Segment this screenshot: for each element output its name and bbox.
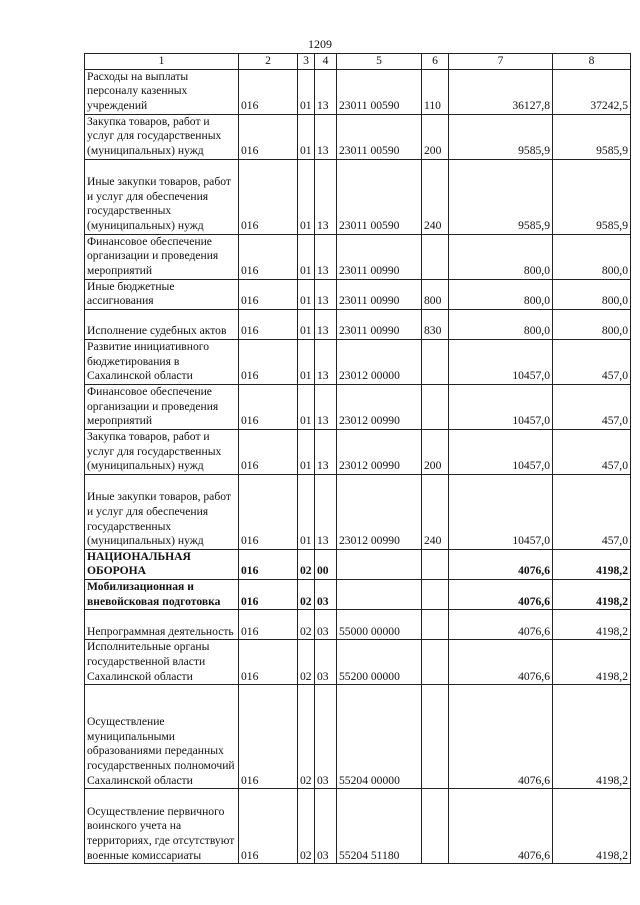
section-code-cell: 02 [298,640,315,685]
amount-year1-cell: 10457,0 [449,384,553,429]
expense-type-code-cell: 110 [422,69,449,114]
amount-year1-cell: 9585,9 [449,159,553,234]
amount-year2-cell: 457,0 [553,429,631,474]
section-code-cell: 01 [298,429,315,474]
ministry-code-cell: 016 [239,640,298,685]
row-name-cell: Расходы на выплаты персоналу казенных учреждений [85,69,239,114]
table-row [85,549,631,579]
section-code-cell: 02 [298,610,315,640]
target-article-code-cell: 55204 51180 [337,789,422,864]
row-name-cell: Непрограммная деятельность [85,610,239,640]
amount-year2-cell: 9585,9 [553,114,631,159]
row-name-cell: НАЦИОНАЛЬНАЯ ОБОРОНА [85,549,239,579]
expense-type-code-cell [422,549,449,579]
header-cell: 8 [553,54,631,70]
amount-year2-cell: 457,0 [553,384,631,429]
ministry-code-cell: 016 [239,384,298,429]
table-row [85,234,631,279]
ministry-code-cell: 016 [239,579,298,609]
target-article-code-cell: 23011 00590 [337,69,422,114]
amount-year1-cell: 10457,0 [449,339,553,384]
subsection-code-cell: 13 [315,234,337,279]
row-name-cell: Закупка товаров, работ и услуг для государственных (муниципальных) нужд [85,114,239,159]
subsection-code-cell: 13 [315,159,337,234]
subsection-code-cell: 13 [315,339,337,384]
ministry-code-cell: 016 [239,279,298,309]
ministry-code-cell: 016 [239,309,298,339]
header-cell: 3 [298,54,315,70]
amount-year1-cell: 10457,0 [449,429,553,474]
amount-year2-cell: 4198,2 [553,789,631,864]
table-row [85,429,631,474]
section-code-cell: 01 [298,69,315,114]
ministry-code-cell: 016 [239,159,298,234]
amount-year1-cell: 800,0 [449,279,553,309]
section-code-cell: 01 [298,474,315,549]
budget-table [84,53,631,864]
subsection-code-cell: 03 [315,579,337,609]
amount-year2-cell: 800,0 [553,234,631,279]
subsection-code-cell: 03 [315,685,337,789]
target-article-code-cell: 55204 00000 [337,685,422,789]
expense-type-code-cell [422,579,449,609]
table-header-row [85,54,631,70]
section-code-cell: 01 [298,159,315,234]
table-row [85,384,631,429]
amount-year1-cell: 9585,9 [449,114,553,159]
expense-type-code-cell: 830 [422,309,449,339]
subsection-code-cell: 13 [315,474,337,549]
expense-type-code-cell [422,610,449,640]
section-code-cell: 01 [298,384,315,429]
section-code-cell: 01 [298,279,315,309]
target-article-code-cell: 23012 00990 [337,474,422,549]
expense-type-code-cell: 800 [422,279,449,309]
subsection-code-cell: 13 [315,69,337,114]
subsection-code-cell: 13 [315,384,337,429]
table-row [85,309,631,339]
page-number: 1209 [308,37,332,51]
table-row [85,474,631,549]
expense-type-code-cell: 240 [422,474,449,549]
target-article-code-cell [337,579,422,609]
amount-year1-cell: 4076,6 [449,549,553,579]
target-article-code-cell: 23011 00990 [337,234,422,279]
amount-year2-cell: 4198,2 [553,685,631,789]
amount-year1-cell: 4076,6 [449,610,553,640]
amount-year2-cell: 9585,9 [553,159,631,234]
target-article-code-cell: 23012 00990 [337,384,422,429]
subsection-code-cell: 13 [315,429,337,474]
table-row [85,789,631,864]
header-cell: 2 [239,54,298,70]
subsection-code-cell: 13 [315,309,337,339]
section-code-cell: 02 [298,549,315,579]
row-name-cell: Мобилизационная и вневойсковая подготовка [85,579,239,609]
row-name-cell: Осуществление муниципальными образованиями переданных государственных полномочий Сахалинской области [85,685,239,789]
table-row [85,279,631,309]
subsection-code-cell: 00 [315,549,337,579]
subsection-code-cell: 03 [315,610,337,640]
ministry-code-cell: 016 [239,685,298,789]
amount-year1-cell: 4076,6 [449,640,553,685]
section-code-cell: 01 [298,339,315,384]
header-cell: 1 [85,54,239,70]
amount-year2-cell: 457,0 [553,474,631,549]
table-row [85,339,631,384]
amount-year2-cell: 457,0 [553,339,631,384]
table-row [85,579,631,609]
row-name-cell: Финансовое обеспечение организации и проведения мероприятий [85,384,239,429]
row-name-cell: Иные закупки товаров, работ и услуг для обеспечения государственных (муниципальных) нужд [85,474,239,549]
amount-year2-cell: 4198,2 [553,549,631,579]
amount-year2-cell: 800,0 [553,309,631,339]
amount-year2-cell: 4198,2 [553,610,631,640]
amount-year1-cell: 800,0 [449,234,553,279]
table-row [85,610,631,640]
ministry-code-cell: 016 [239,474,298,549]
expense-type-code-cell [422,640,449,685]
amount-year1-cell: 800,0 [449,309,553,339]
target-article-code-cell: 23011 00990 [337,279,422,309]
table-row [85,114,631,159]
expense-type-code-cell [422,339,449,384]
section-code-cell: 01 [298,309,315,339]
section-code-cell: 01 [298,234,315,279]
amount-year1-cell: 10457,0 [449,474,553,549]
header-cell: 6 [422,54,449,70]
amount-year1-cell: 4076,6 [449,579,553,609]
row-name-cell: Закупка товаров, работ и услуг для государственных (муниципальных) нужд [85,429,239,474]
expense-type-code-cell [422,685,449,789]
table-row [85,640,631,685]
target-article-code-cell [337,549,422,579]
row-name-cell: Развитие инициативного бюджетирования в Сахалинской области [85,339,239,384]
amount-year1-cell: 4076,6 [449,685,553,789]
ministry-code-cell: 016 [239,234,298,279]
row-name-cell: Финансовое обеспечение организации и проведения мероприятий [85,234,239,279]
row-name-cell: Исполнение судебных актов [85,309,239,339]
header-cell: 4 [315,54,337,70]
expense-type-code-cell [422,789,449,864]
header-cell: 7 [449,54,553,70]
row-name-cell: Иные закупки товаров, работ и услуг для обеспечения государственных (муниципальных) нужд [85,159,239,234]
table-row [85,69,631,114]
ministry-code-cell: 016 [239,610,298,640]
section-code-cell: 02 [298,579,315,609]
target-article-code-cell: 23011 00590 [337,114,422,159]
table-row [85,685,631,789]
target-article-code-cell: 55000 00000 [337,610,422,640]
expense-type-code-cell: 200 [422,114,449,159]
target-article-code-cell: 23011 00590 [337,159,422,234]
amount-year2-cell: 37242,5 [553,69,631,114]
amount-year2-cell: 4198,2 [553,640,631,685]
subsection-code-cell: 13 [315,114,337,159]
section-code-cell: 02 [298,685,315,789]
ministry-code-cell: 016 [239,549,298,579]
section-code-cell: 02 [298,789,315,864]
amount-year2-cell: 800,0 [553,279,631,309]
amount-year2-cell: 4198,2 [553,579,631,609]
expense-type-code-cell [422,234,449,279]
expense-type-code-cell: 240 [422,159,449,234]
target-article-code-cell: 23011 00990 [337,309,422,339]
ministry-code-cell: 016 [239,789,298,864]
table-row [85,159,631,234]
subsection-code-cell: 03 [315,789,337,864]
ministry-code-cell: 016 [239,114,298,159]
target-article-code-cell: 55200 00000 [337,640,422,685]
ministry-code-cell: 016 [239,339,298,384]
section-code-cell: 01 [298,114,315,159]
target-article-code-cell: 23012 00990 [337,429,422,474]
subsection-code-cell: 03 [315,640,337,685]
ministry-code-cell: 016 [239,429,298,474]
ministry-code-cell: 016 [239,69,298,114]
row-name-cell: Иные бюджетные ассигнования [85,279,239,309]
expense-type-code-cell [422,384,449,429]
amount-year1-cell: 36127,8 [449,69,553,114]
expense-type-code-cell: 200 [422,429,449,474]
subsection-code-cell: 13 [315,279,337,309]
target-article-code-cell: 23012 00000 [337,339,422,384]
row-name-cell: Исполнительные органы государственной власти Сахалинской области [85,640,239,685]
header-cell: 5 [337,54,422,70]
amount-year1-cell: 4076,6 [449,789,553,864]
row-name-cell: Осуществление первичного воинского учета на территориях, где отсутствуют военные комиссариаты [85,789,239,864]
